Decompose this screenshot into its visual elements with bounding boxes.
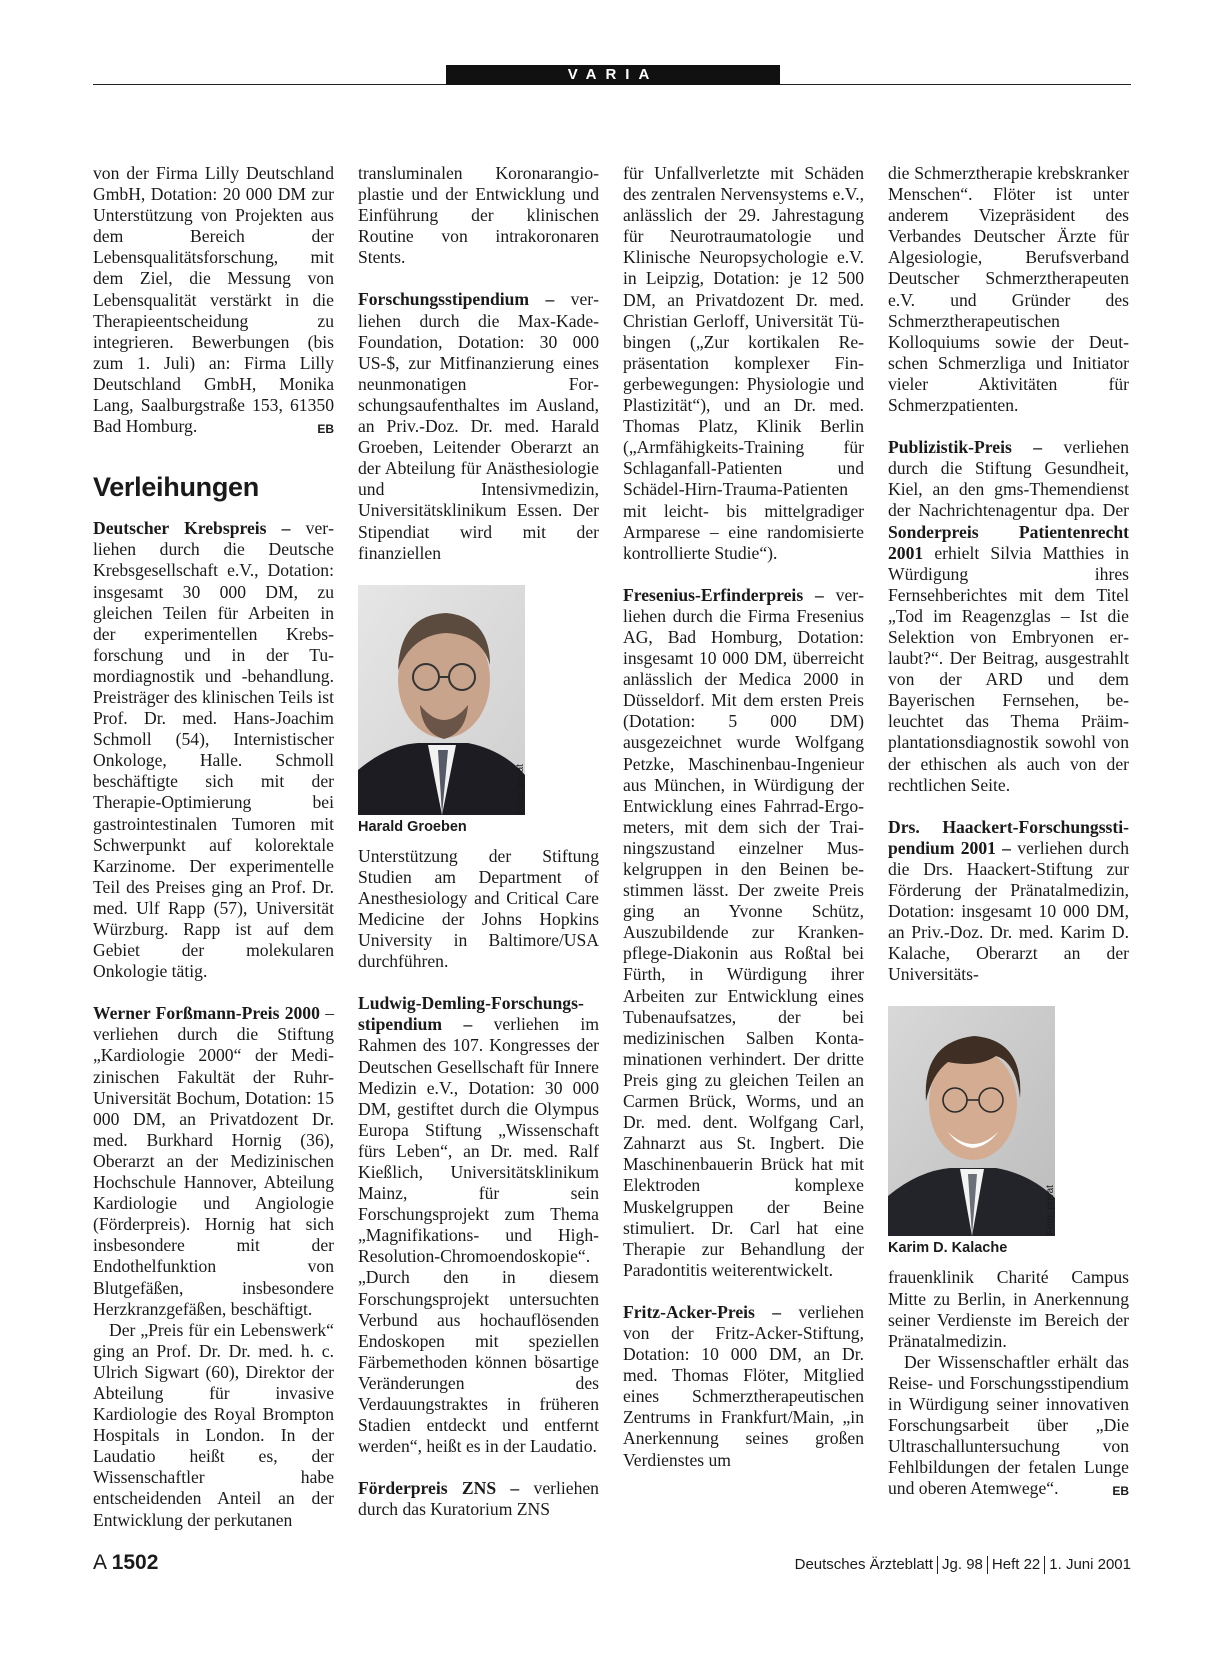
divider (1044, 1556, 1045, 1574)
section-heading: Verleihungen (93, 472, 259, 503)
paragraph-forssmann: Werner Forßmann-Preis 2000 – verliehen durch die Stiftung „Kardiologie 2000“ der Medizinischen Fakultät der Ruhr-Universität Bochum, Dotation: 15 000 DM, an Privatdozent Dr. med. Burkhard Hornig (36), Oberarzt an der Medizinischen Hochschule Hannover, Abteilung Kardiologie und Angiologie (Förderpreis). Hornig hat sich insbesondere mit der Endothelfunktion von Blutgefäßen, insbesondere Herzkranzgefäßen, beschäftigt. (93, 1003, 334, 1319)
portrait-photo (358, 585, 525, 815)
paragraph-unfallverletzte: für Unfallverletzte mit Schäden des zentralen Nervensystems e.V., anlässlich der 29. Jahrestagung für Neurotraumatologie und Klinische Neuropsychologie e.V. in Leipzig, Dotation: je 12 500 DM, an Privatdozent Dr. med. Christian Gerloff, Universität Tübingen („Zur kortikalen Repräsentation komplexer Fingerbewegungen: Physiologie und Plastizität“), und an Dr. med. Thomas Platz, Klinik Berlin („Armfähigkeits-Training für Schlaganfall-Patienten und Schädel-Hirn-Trauma-Patienten mit leicht- bis mittelgradiger Armparese – eine randomisierte kontrollierte Studie“). (623, 163, 864, 563)
paragraph-forschungsstipendium: Forschungsstipendium – verliehen durch die Max-Kade-Foundation, Dotation: 30 000 US-$, zur Mitfinanzierung eines neunmonatigen Forschungsaufenthaltes im Ausland, an Priv.-Doz. Dr. med. Harald Groeben, Leitender Oberarzt an der Abteilung für Anästhesiologie und Intensivmedizin, Universitätsklinikum Essen. Der Stipendiat wird mit der finanziellen (358, 289, 599, 563)
paragraph-charite: frauenklinik Charité Campus Mitte zu Berlin, in Anerkennung seiner Verdienste im Bereich der Pränatalmedizin. (888, 1267, 1129, 1351)
paragraph-krebspreis: Deutscher Krebspreis – verliehen durch die Deutsche Krebsgesellschaft e.V., Dotation: insgesamt 30 000 DM, zu gleichen Teilen für Arbeiten in der experimentellen Krebsforschung und in der Tumordiagnostik und -behandlung. Preisträger des klinischen Teils ist Prof. Dr. med. Hans-Joachim Schmoll (54), Internistischer Onkologe, Halle. Schmoll beschäftigte sich mit der Therapie-Optimierung bei gastrointestinalen Tumoren mit Schwerpunkt auf kolorektale Karzinome. Der experimentelle Teil des Preises ging an Prof. Dr. med. Ulf Rapp (57), Universität Würzburg. Rapp ist auf dem Gebiet der molekularen Onkologie tätig. (93, 518, 334, 982)
award-title: Ludwig-Demling-Forschungsstipendium – (358, 993, 584, 1035)
journal-info (795, 1555, 1131, 1575)
paragraph-lilly: von der Firma Lilly Deutschland GmbH, Dotation: 20 000 DM zur Unterstützung von Projekten aus dem Bereich der Lebensqualitätsforschung, mit dem Ziel, die Messung von Lebensqualität verstärkt in die Therapieentscheidung zu integrieren. Bewerbungen (bis zum 1. Juli) an: Firma Lilly Deutschland GmbH, Monika Lang, Saalburgstraße 153, 61350 Bad Homburg. EB (93, 163, 334, 437)
journal-name: Deutsches Ärzteblatt (794, 1556, 934, 1573)
page-prefix: A (93, 1551, 106, 1574)
journal-date: 1. Juni 2001 (1049, 1556, 1131, 1573)
award-title: Fresenius-Erfinderpreis – (623, 584, 824, 605)
paragraph-stents: transluminalen Koronarangioplastie und der Entwicklung und Einführung der klinischen Routine von intrakoronaren Stents. (358, 163, 599, 268)
photo-credit: Foto: privat (1044, 1185, 1056, 1236)
column-3 (623, 163, 864, 1471)
portrait-photo (888, 1006, 1055, 1236)
photo-credit: Foto: privat (514, 763, 526, 814)
paragraph-publizistik: Publizistik-Preis – verliehen durch die Stiftung Gesundheit, Kiel, an den gms-Themendienst der Nachrichtenagentur dpa. Der Sonderpreis Patientenrecht 2001 erhielt Silvia Matthies in Würdigung ihres Fernsehberichtes mit dem Titel „Tod im Reagenzglas – Ist die Selektion von Embryonen erlaubt?“. Der Beitrag, ausgestrahlt von der ARD und dem Bayerischen Fernsehen, beleuchtet das Thema Präimplantationsdiagnostik sowohl von der ethischen als auch von der rechtlichen Seite. (888, 437, 1129, 795)
journal-issue: Heft 22 (991, 1556, 1041, 1573)
paragraph-zns: Förderpreis ZNS – verliehen durch das Kuratorium ZNS (358, 1478, 599, 1520)
divider (937, 1556, 938, 1574)
paragraph-schmerztherapie: die Schmerztherapie krebskranker Menschen“. Flöter ist unter anderem Vizepräsident des Verbandes Deutscher Ärzte für Algesiologie, Berufsverband Deutscher Schmerztherapeuten e.V. und Gründer des Schmerztherapeutischen Kolloquiums sowie der Deutschen Schmerzliga und Initiator vieler Aktivitäten für Schmerzpatienten. (888, 163, 1129, 416)
journal-volume: Jg. 98 (942, 1556, 983, 1573)
award-title: Fritz-Acker-Preis – (623, 1301, 782, 1322)
photo-caption: Harald Groeben (358, 818, 467, 835)
divider (987, 1556, 988, 1574)
award-title: Drs. Haackert-Forschungsstipendium 2001 – (888, 816, 1129, 858)
award-title: Publizistik-Preis – (888, 437, 1043, 458)
paragraph-stipendium: Der Wissenschaftler erhält das Reise- und Forschungsstipendium in Würdigung seiner innovativen Forschungsarbeit über „Die Ultraschalluntersuchung von Fehlbildungen der fetalen Lunge und oberen Atemwege“. EB (888, 1352, 1129, 1500)
award-title: Sonderpreis Patientenrecht 2001 (888, 521, 1129, 563)
paragraph-haackert: Drs. Haackert-Forschungsstipendium 2001 – verliehen durch die Drs. Haackert-Stiftung zur Förderung der Pränatalmedizin, Dotation: insgesamt 10 000 DM, an Priv.-Doz. Dr. med. Karim D. Kalache, Oberarzt an der Universitäts- (888, 816, 1129, 985)
column-2 (358, 163, 599, 1521)
paragraph-lebenswerk: Der „Preis für ein Lebenswerk“ ging an Prof. Dr. Dr. med. h. c. Ulrich Sigwart (60), Direktor der Abteilung für invasive Kardiologie des Royal Brompton Hospitals in London. In der Laudatio heißt es, der Wissenschaftler habe entscheidenden Anteil an der Entwicklung der perkutanen (93, 1319, 334, 1530)
page-number-value: 1502 (111, 1551, 159, 1574)
column-4 (888, 163, 1129, 1503)
award-title: Förderpreis ZNS – (358, 1478, 520, 1499)
column-1 (93, 163, 334, 1531)
section-label: VARIA (446, 65, 780, 85)
paragraph-demling: Ludwig-Demling-Forschungsstipendium – verliehen im Rahmen des 107. Kongresses der Deutschen Gesellschaft für Innere Medizin e.V., Dotation: 30 000 DM, gestiftet durch die Olympus Europa Stiftung „Wissenschaft fürs Leben“, an Dr. med. Ralf Kießlich, Universitätsklinikum Mainz, für sein Forschungsprojekt zum Thema „Magnifikations- und High-Resolution-Chromoendoskopie“. „Durch den in diesem Forschungsprojekt untersuchten Verbund aus hochauflösenden Endoskopen mit speziellen Färbemethoden können bösartige Veränderungen des Verdauungstraktes in früheren Stadien entdeckt und entfernt werden“, heißt es in der Laudatio. (358, 993, 599, 1457)
photo-caption: Karim D. Kalache (888, 1240, 1008, 1257)
award-title: Forschungsstipendium – (358, 289, 555, 310)
paragraph-johns-hopkins: Unterstützung der Stiftung Studien am Department of Anesthesiology and Critical Care Medicine der Johns Hopkins University in Baltimore/USA durchführen. (358, 845, 599, 972)
author-signature: EB (1112, 1484, 1129, 1499)
page-number (93, 1551, 158, 1575)
paragraph-fritz-acker: Fritz-Acker-Preis – verliehen von der Fritz-Acker-Stiftung, Dotation: 10 000 DM, an Dr. med. Thomas Flöter, Mitglied eines Schmerztherapeutischen Zentrums in Frankfurt/Main, „in Anerkennung seines großen Verdienstes um (623, 1301, 864, 1470)
photo-kalache (888, 1006, 1129, 1257)
paragraph-fresenius: Fresenius-Erfinderpreis – verliehen durch die Firma Fresenius AG, Bad Homburg, Dotation: insgesamt 10 000 DM, überreicht anlässlich der Medica 2000 in Düsseldorf. Mit dem ersten Preis (Dotation: 5 000 DM) ausgezeichnet wurde Wolfgang Petzke, Maschinenbau-Ingenieur aus München, in Würdigung der Entwicklung eines Fahrrad-Ergometers, mit dem sich der Trainingszustand einzelner Muskelgruppen in den Beinen bestimmen lässt. Der zweite Preis ging an Yvonne Schütz, Auszubildende zur Krankenpflege-Diakonin aus Roßtal bei Fürth, in Würdigung ihrer Arbeiten zur Entwicklung eines Tubenaufsatzes, der bei medizinischen Salben Kontaminationen verhindert. Der dritte Preis ging zu gleichen Teilen an Carmen Brück, Worms, und an Dr. med. dent. Wolfgang Carl, Zahnarzt aus St. Ingbert. Die Maschinenbauerin Brück hat mit Elektroden komplexe Muskelgruppen der Beine stimuliert. Dr. Carl hat eine Therapie zur Behandlung der Paradontitis weiterentwickelt. (623, 584, 864, 1280)
author-signature: EB (317, 422, 334, 437)
photo-groeben (358, 585, 599, 836)
award-title: Deutscher Krebspreis – (93, 518, 291, 539)
award-title: Werner Forßmann-Preis 2000 (93, 1003, 320, 1024)
